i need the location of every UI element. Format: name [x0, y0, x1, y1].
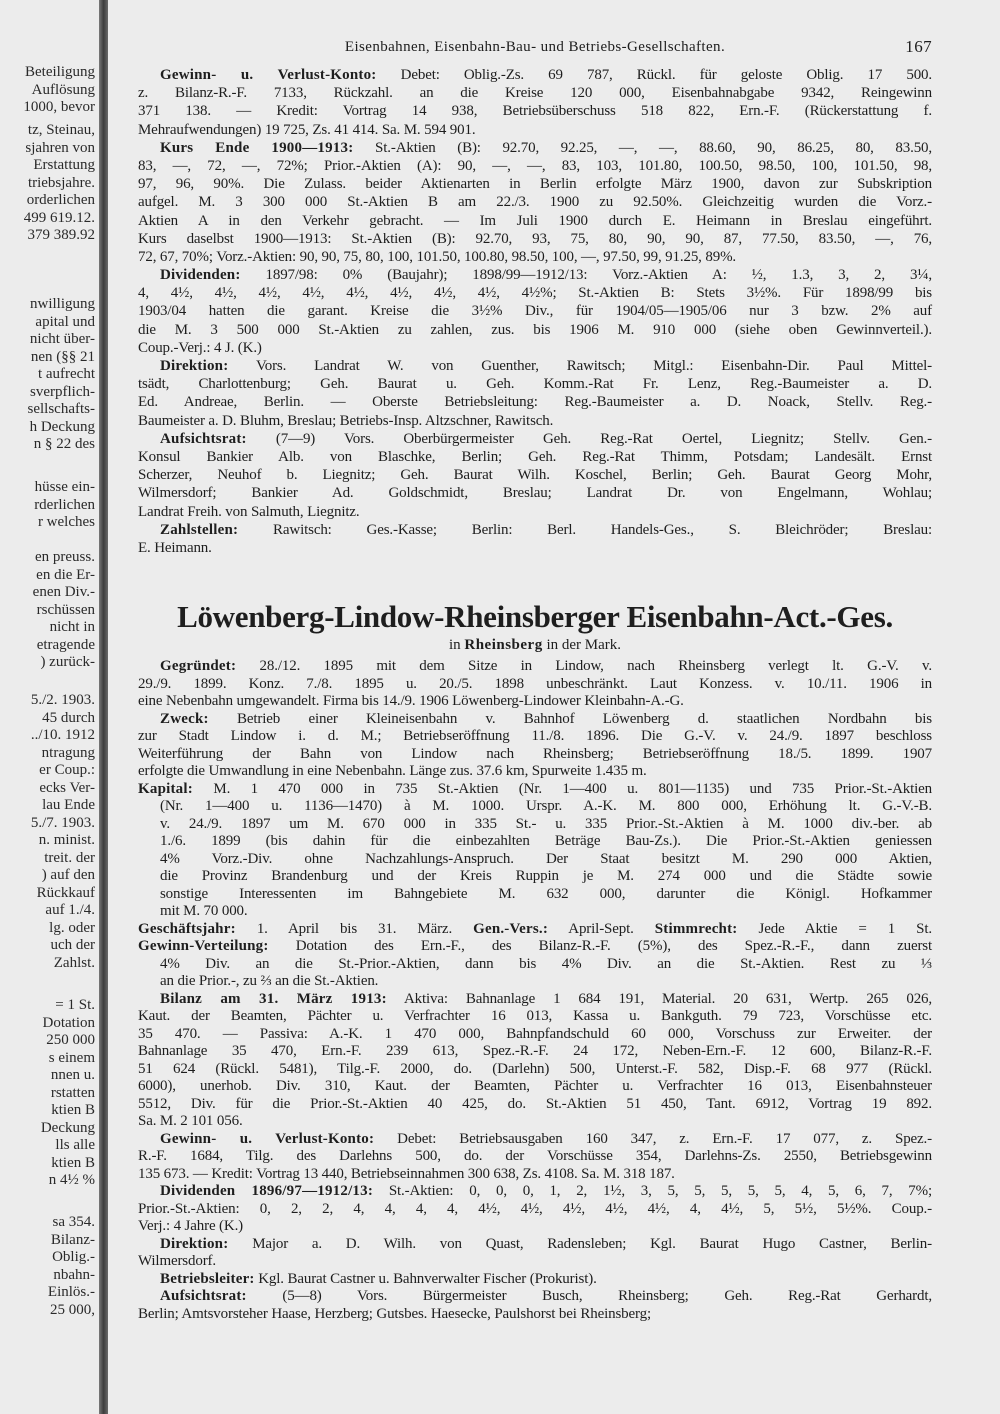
fragment-line: er Coup.: — [39, 762, 95, 778]
text-run: E. Heimann. — [138, 539, 212, 556]
running-title: Eisenbahnen, Eisenbahn-Bau- und Betriebs-Gesellschaften. — [344, 39, 726, 55]
fragment-line: 5./7. 1903. — [30, 814, 95, 831]
text-run: 6000), unerhob. Div. 310, Kaut. der Beamten, Pächter u. Verfrachter 16 013, Eisenbahnsteuer — [138, 1078, 932, 1094]
text-line — [138, 157, 932, 175]
text-run: Debet: Oblig.-Zs. 69 787, Rückl. für geloste Oblig. 17 500. — [376, 67, 933, 83]
fragment-line: nnen u. — [50, 1067, 95, 1083]
text-run: Weiterführung der Bahn von Lindow nach Rheinsberg; Betriebseröffnung 18./5. 1899. 1907 — [138, 745, 932, 762]
text-run: (7—9) Vors. Oberbürgermeister Geh. Reg.-Rat Oertel, Liegnitz; Stellv. Gen.- — [246, 430, 932, 447]
text-line — [138, 121, 932, 139]
text-run: zur Stadt Lindow i. d. M.; Betriebseröffnung 11./8. 1896. Die G.-V. v. 24./9. 1897 beschloss — [138, 728, 932, 744]
text-run: an die Prior.-, zu ⅔ an die St.-Aktien. — [160, 973, 379, 989]
text-line — [138, 1253, 932, 1271]
text-run: (5—8) Vors. Bürgermeister Busch, Rheinsberg; Geh. Reg.-Rat Gerhardt, — [246, 1288, 932, 1304]
fragment-group — [0, 296, 95, 454]
text-run: 29./9. 1899. Konz. 7./8. 1895 u. 20./5. 1898 unbeschränkt. Laut Konzess. v. 10./11. 1906 in — [138, 675, 932, 692]
text-line — [138, 921, 932, 939]
fragment-group — [0, 64, 95, 117]
text-run: R.-F. 1684, Tilg. des Darlehns 500, do. der Vorschüsse 354, Darlehns-Zs. 2550, Betriebsgewinn — [138, 1148, 932, 1164]
fragment-line: ntragung — [41, 744, 95, 761]
text-run: Mehraufwendungen) 19 725, Zs. 41 414. Sa. M. 594 901. — [138, 121, 476, 138]
fragment-line: Zahlst. — [53, 954, 95, 971]
section-label: Dividenden: — [160, 267, 241, 284]
running-header — [138, 36, 932, 58]
fragment-line: apital und — [35, 313, 95, 330]
paragraph — [138, 991, 932, 1131]
fragment-line: s einem — [48, 1049, 95, 1066]
text-run: 1903/04 hatten die garant. Kreise die 3½% Div., für 1904/05—1905/06 nur 3 bzw. 2% auf — [138, 303, 932, 320]
company-entry — [138, 658, 932, 1323]
text-line — [138, 302, 932, 320]
fragment-group — [0, 1214, 95, 1319]
text-line — [138, 1166, 932, 1184]
fragment-group — [0, 479, 95, 532]
text-run: April-Sept. — [548, 920, 655, 937]
paragraph — [138, 1131, 932, 1184]
text-run: Vors. Landrat W. von Guenther, Rawitsch; Mitgl.: Eisenbahn-Dir. Paul Mittel- — [228, 358, 932, 374]
company-title: Löwenberg-Lindow-Rheinsberger Eisenbahn-Act.-Ges. — [177, 599, 893, 634]
text-run: 35 470. — Passiva: A.-K. 1 470 000, Bahnpfandschuld 60 000, Vorschuss zur Erweiter. der — [138, 1025, 932, 1042]
text-line — [138, 1236, 932, 1254]
text-run: Kgl. Baurat Castner u. Bahnverwalter Fischer (Prokurist). — [254, 1270, 597, 1287]
fragment-line: Oblig.- — [52, 1249, 95, 1265]
fragment-line: 5./2. 1903. — [30, 692, 95, 708]
text-run: Debet: Betriebsausgaben 160 347, z. Ern.-F. 17 077, z. Spez.- — [374, 1130, 932, 1147]
text-run: 4% Div. an die St.-Prior.-Aktien, dann bis 4% Div. an die St.-Aktien. Rest zu ⅓ — [160, 955, 932, 972]
text-line — [138, 1078, 932, 1096]
text-run: eine Nebenbahn umgewandelt. Firma bis 14./9. 1906 Löwenberg-Lindower Kleinbahn-A.-G. — [138, 693, 684, 709]
text-line — [138, 466, 932, 484]
text-line — [138, 991, 932, 1009]
section-label: Gen.-Vers.: — [473, 920, 549, 937]
fragment-line: rschüssen — [36, 601, 95, 618]
text-run: M. 1 470 000 in 735 St.-Aktien (Nr. 1—400 u. 801—1135) und 735 Prior.-St.-Aktien — [192, 780, 932, 797]
fragment-line: auf 1./4. — [45, 902, 95, 918]
fragment-line: ) auf den — [41, 867, 95, 883]
fragment-line: Deckung — [40, 1119, 95, 1136]
text-line — [138, 84, 932, 102]
text-run: 5512, Div. für die Prior.-St.-Aktien 40 425, do. St.-Aktien 51 450, Tant. 6912, Vortrag 19 892. — [138, 1095, 932, 1112]
text-run: Landrat Freih. von Salmuth, Liegnitz. — [138, 503, 360, 520]
text-line — [138, 973, 932, 991]
text-line — [138, 816, 932, 834]
text-line — [138, 728, 932, 746]
section-label: Zweck: — [160, 710, 209, 727]
text-run: Baumeister a. D. Bluhm, Breslau; Betriebs-Insp. Altzschner, Rawitsch. — [138, 412, 554, 429]
text-line — [138, 781, 932, 799]
fragment-group — [0, 997, 95, 1190]
paragraph — [138, 1183, 932, 1236]
text-line — [138, 284, 932, 302]
text-run: Rawitsch: Ges.-Kasse; Berlin: Berl. Handels-Ges., S. Bleichröder; Breslau: — [238, 521, 932, 538]
text-line — [138, 1131, 932, 1149]
fragment-line: 499 619.12. — [23, 209, 95, 226]
fragment-line: Dotation — [42, 1014, 95, 1031]
text-run: die M. 3 500 000 St.-Aktien zu zahlen, zus. bis 1906 M. 910 000 (siehe oben Gewinnverteil.). — [138, 321, 932, 338]
text-run: Ed. Andreae, Berlin. — Oberste Betriebsleitung: Reg.-Baumeister a. D. Noack, Stellv. Reg.- — [138, 394, 932, 411]
text-line — [138, 212, 932, 230]
text-line — [138, 658, 932, 676]
text-line — [138, 375, 932, 393]
text-run: 4, 4½, 4½, 4½, 4½, 4½, 4½, 4½, 4½, 4½%; St.-Aktien B: Stets 3½%. Für 1898/99 bis — [138, 285, 932, 302]
fragment-line: en preuss. — [35, 549, 95, 565]
fragment-line: lls alle — [55, 1137, 95, 1153]
paragraph — [138, 266, 932, 357]
seat-prefix: in — [448, 637, 465, 653]
text-line — [138, 266, 932, 284]
section-label: Gewinn- u. Verlust-Konto: — [160, 67, 377, 83]
section-label: Zahlstellen: — [160, 521, 239, 538]
fragment-line: lg. oder — [49, 919, 95, 936]
fragment-line: nen (§§ 21 — [30, 348, 95, 365]
text-run: 28./12. 1895 mit dem Sitze in Lindow, nach Rheinsberg verlegt lt. G.-V. v. — [236, 658, 932, 674]
text-run: 1. April bis 31. März. — [235, 920, 474, 937]
fragment-line: lau Ende — [42, 797, 95, 813]
text-run: sonstige Interessenten im Bahngebiete M. 632 000, darunter die Königl. Hofkammer — [160, 885, 932, 902]
fragment-line: uch der — [50, 937, 95, 953]
text-line — [138, 1306, 932, 1324]
text-run: Coup.-Verj.: 4 J. (K.) — [138, 339, 262, 356]
text-line — [138, 763, 932, 781]
fragment-line: ) zurück- — [40, 654, 95, 670]
paragraph — [138, 658, 932, 711]
text-line — [138, 521, 932, 539]
fragment-line: sa 354. — [52, 1214, 95, 1230]
text-run: aufgel. M. 3 300 000 St.-Aktien B am 22./3. 1900 zu 92.50%. Gleichzeitig wurden die Vorz.- — [138, 194, 932, 211]
text-line — [138, 66, 932, 84]
fragment-line: r welches — [37, 514, 95, 530]
fragment-line: nicht in — [49, 619, 95, 635]
text-run: Konsul Bankier Alb. von Blaschke, Berlin; Geh. Reg.-Rat Thimm, Potsdam; Landesält. Ernst — [138, 448, 932, 465]
text-line — [138, 193, 932, 211]
text-line — [138, 833, 932, 851]
text-line — [138, 339, 932, 357]
fragment-line: Einlös.- — [47, 1284, 95, 1300]
page-gutter-shadow — [99, 0, 108, 1414]
fragment-line: ../10. 1912 — [30, 727, 95, 743]
fragment-line: enen Div.- — [32, 584, 95, 600]
text-run: 1./6. 1899 (bis dahin für die einbezahlten Beträge Bau-Zs.). Die Prior.-St.-Aktien geniessen — [160, 833, 932, 849]
fragment-line: 250 000 — [46, 1032, 95, 1048]
section-label: Betriebsleiter: — [160, 1270, 255, 1287]
text-run: z. Bilanz-R.-F. 7133, Rückzahl. an die Kreise 120 000, Eisenbahnabgabe 9342, Reingewinn — [138, 85, 932, 102]
text-line — [138, 448, 932, 466]
text-line — [138, 248, 932, 266]
text-run: Bahnanlage 35 470, Ern.-F. 239 613, Spez.-R.-F. 24 172, Neben-Ern.-F. 12 600, Bilanz-R.-F. — [138, 1043, 932, 1059]
fragment-line: ecks Ver- — [39, 779, 95, 796]
fragment-line: Auflösung — [31, 81, 95, 98]
fragment-line: orderlichen — [26, 192, 95, 208]
text-line — [138, 1271, 932, 1289]
text-run: Prior.-St.-Aktien: 0, 2, 2, 4, 4, 4, 4, 4½, 4½, 4½, 4½, 4½, 4, 4½, 5, 5½, 5½%. Coup.- — [138, 1200, 932, 1217]
fragment-line: n § 22 des — [33, 436, 95, 452]
section-label: Gegründet: — [160, 658, 237, 674]
text-line — [138, 503, 932, 521]
section-label: Direktion: — [160, 1235, 229, 1252]
text-run: St.-Aktien (B): 92.70, 92.25, —, —, 88.60, 90, 86.25, 80, 83.50, — [353, 139, 932, 156]
text-run: v. 24./9. 1897 um M. 670 000 in 335 St.- u. 335 Prior.-St.-Aktien à M. 1000 div.-ber. ab — [160, 815, 932, 832]
text-run: mit M. 70 000. — [160, 903, 248, 919]
text-line — [138, 1148, 932, 1166]
fragment-line: tz, Steinau, — [27, 122, 95, 138]
text-run: Aktien A in den Verkehr gebracht. — Im Juli 1900 durch E. Heimann in Breslau eingeführt. — [138, 212, 932, 229]
fragment-group — [0, 549, 95, 672]
text-run: 72, 67, 70%; Vorz.-Aktien: 90, 90, 75, 80, 100, 101.50, 100.80, 98.50, 100, —, 97.50, 99, 91.25, 89%. — [138, 248, 737, 265]
text-run: Kaut. der Beamten, Pächter u. Verfrachter 16 013, Kassa u. Bankguth. 79 723, Vorschüsse etc. — [138, 1008, 932, 1024]
text-line — [138, 102, 932, 120]
text-run: Wilmersdorf. — [138, 1253, 216, 1269]
fragment-line: Erstattung — [33, 157, 95, 173]
fragment-group — [0, 122, 95, 245]
fragment-line: treit. der — [44, 849, 95, 866]
text-line — [138, 676, 932, 694]
text-run: Sa. M. 2 101 056. — [138, 1113, 243, 1129]
fragment-line: n 4½ % — [48, 1172, 95, 1188]
text-line — [138, 1008, 932, 1026]
section-label: Aufsichtsrat: — [160, 430, 247, 447]
paragraph — [138, 921, 932, 939]
section-label: Gewinn-Verteilung: — [138, 938, 269, 954]
text-run: St.-Aktien: 0, 0, 0, 1, 2, 1½, 3, 5, 5, 5, 5, 5, 4, 5, 6, 7, 7%; — [373, 1183, 932, 1199]
fragment-line: sellschafts- — [27, 401, 95, 417]
text-line — [138, 1061, 932, 1079]
fragment-line: rderlichen — [34, 496, 95, 513]
section-label: Kurs Ende 1900—1913: — [160, 139, 354, 156]
fragment-line: 379 389.92 — [27, 227, 95, 243]
text-line — [138, 539, 932, 557]
text-line — [138, 230, 932, 248]
fragment-line: h Deckung — [29, 418, 95, 435]
text-line — [138, 1288, 932, 1306]
text-run: Dotation des Ern.-F., des Bilanz-R.-F. (5%), des Spez.-R.-F., dann zuerst — [268, 938, 932, 954]
text-line — [138, 938, 932, 956]
section-label: Gewinn- u. Verlust-Konto: — [160, 1130, 375, 1147]
text-line — [138, 1043, 932, 1061]
text-line — [138, 711, 932, 729]
text-line — [138, 175, 932, 193]
text-run: Scherzer, Neuhof b. Liegnitz; Geh. Baurat Wilh. Koschel, Berlin; Geh. Baurat Georg Mohr, — [138, 467, 932, 484]
section-label: Geschäftsjahr: — [138, 920, 236, 937]
fragment-line: hüsse ein- — [34, 479, 95, 495]
paragraph — [138, 139, 932, 266]
text-line — [138, 1183, 932, 1201]
paragraph — [138, 430, 932, 521]
text-run: Aktiva: Bahnanlage 1 684 191, Material. 20 631, Wertp. 265 026, — [386, 990, 932, 1007]
text-line — [138, 321, 932, 339]
fragment-line: n. minist. — [38, 832, 95, 848]
text-run: 51 624 (Rückl. 5481), Tilg.-F. 2000, do. (Darlehn) 500, Unterst.-F. 582, Disp.-F. 68 977 (Rückl. — [138, 1060, 932, 1077]
seat-suffix: in der Mark. — [542, 637, 622, 653]
paragraph — [138, 357, 932, 430]
paragraph — [138, 66, 932, 139]
section-label: Kapital: — [138, 780, 193, 797]
text-line — [138, 868, 932, 886]
text-run: 135 673. — Kredit: Vortrag 13 440, Betriebseinnahmen 300 638, Zs. 4108. Sa. M. 318 187. — [138, 1165, 675, 1182]
section-label: Bilanz am 31. März 1913: — [160, 990, 387, 1007]
fragment-line: 1000, bevor — [23, 99, 95, 115]
text-run: erfolgte die Umwandlung in eine Nebenbahn. Länge zus. 37.6 km, Spurweite 1.435 m. — [138, 763, 647, 779]
paragraph — [138, 1236, 932, 1271]
text-run: Berlin; Amtsvorsteher Haase, Herzberg; Gutsbes. Haesecke, Paulshorst bei Rheinsberg; — [138, 1305, 651, 1322]
fragment-line: Bilanz- — [50, 1231, 95, 1248]
text-run: Verj.: 4 Jahre (K.) — [138, 1218, 244, 1234]
text-line — [138, 956, 932, 974]
fragment-line: etragende — [36, 636, 95, 653]
section-label: Dividenden 1896/97—1912/13: — [160, 1183, 374, 1199]
fragment-line: sverpflich- — [30, 383, 95, 400]
text-run: die Provinz Brandenburg und der Kreis Ruppin je M. 274 000 und die Städte sowie — [160, 868, 932, 884]
text-line — [138, 1218, 932, 1236]
text-run: tsädt, Charlottenburg; Geh. Baurat u. Geh. Komm.-Rat Fr. Lenz, Reg.-Baumeister a. D. — [138, 376, 932, 393]
text-run: Wilmersdorf; Bankier Ad. Goldschmidt, Breslau; Landrat Dr. von Engelmann, Wohlau; — [138, 485, 932, 502]
text-run: Betrieb einer Kleineisenbahn v. Bahnhof Löwenberg d. staatlichen Nordbahn bis — [208, 710, 932, 727]
text-line — [138, 1113, 932, 1131]
fragment-line: nbahn- — [53, 1266, 95, 1283]
text-line — [138, 903, 932, 921]
paragraph — [138, 711, 932, 781]
text-line — [138, 393, 932, 411]
text-line — [138, 746, 932, 764]
text-run: 83, —, 72, —, 72%; Prior.-Aktien (A): 90, —, —, 83, 103, 101.80, 100.50, 98.50, 100, 101.50, 98, — [138, 157, 932, 174]
text-run: 97, 96, 90%. Die Zulass. beider Aktienarten in Berlin erfolgte März 1900, davon zur Subskription — [138, 176, 932, 193]
fragment-line: t aufrecht — [37, 366, 95, 382]
seat-city: Rheinsberg — [464, 637, 543, 653]
fragment-line: ktien B — [51, 1102, 95, 1118]
fragment-line: = 1 St. — [55, 997, 95, 1013]
fragment-line: en die Er- — [36, 566, 95, 583]
fragment-line: rstatten — [50, 1084, 95, 1101]
text-line — [138, 693, 932, 711]
text-run: Kurs daselbst 1900—1913: St.-Aktien (B): 92.70, 93, 75, 80, 90, 90, 87, 77.50, 83.50, —, 76, — [138, 230, 932, 247]
text-run: 4% Vorz.-Div. ohne Nachzahlungs-Anspruch. Der Staat besitzt M. 290 000 Aktien, — [160, 850, 932, 867]
section-label: Stimmrecht: — [654, 920, 738, 937]
fragment-line: Rückkauf — [36, 884, 95, 901]
fragment-line: triebsjahre. — [27, 174, 95, 191]
text-run: Jede Aktie = 1 St. — [737, 920, 932, 937]
text-line — [138, 1096, 932, 1114]
fragment-line: sjahren von — [25, 139, 95, 156]
fragment-group — [0, 692, 95, 972]
section-label: Direktion: — [160, 358, 229, 374]
fragment-line: 45 durch — [42, 709, 95, 726]
fragment-line: 25 000, — [50, 1301, 95, 1318]
paragraph — [138, 1271, 932, 1289]
text-line — [138, 484, 932, 502]
paragraph — [138, 938, 932, 991]
text-line — [138, 851, 932, 869]
text-run: 371 138. — Kredit: Vortrag 14 938, Betriebsüberschuss 518 822, Ern.-F. (Rückerstattung f. — [138, 103, 932, 120]
fragment-line: Beteiligung — [25, 64, 95, 80]
paragraph — [138, 1288, 932, 1323]
text-run: Major a. D. Wilh. von Quast, Radensleben; Kgl. Baurat Hugo Castner, Berlin- — [228, 1235, 932, 1252]
text-line — [138, 139, 932, 157]
page-number: 167 — [905, 37, 932, 56]
text-line — [138, 886, 932, 904]
paragraph — [138, 781, 932, 921]
text-line — [138, 412, 932, 430]
paragraph — [138, 521, 932, 557]
text-run: 1897/98: 0% (Baujahr); 1898/99—1912/13: Vorz.-Aktien A: ½, 1.3, 3, 2, 3¼, — [240, 267, 932, 284]
text-line — [138, 1201, 932, 1219]
fragment-line: nwilligung — [29, 296, 95, 312]
text-line — [138, 357, 932, 375]
text-line — [138, 430, 932, 448]
fragment-line: nicht über- — [29, 331, 95, 347]
previous-company-entry — [138, 66, 932, 557]
company-seat — [138, 636, 932, 654]
text-line — [138, 1026, 932, 1044]
section-label: Aufsichtsrat: — [160, 1288, 247, 1304]
text-run: (Nr. 1—400 u. 1136—1470) à M. 1000. Urspr. A.-K. M. 800 000, Erhöhung lt. G.-V.-B. — [160, 798, 932, 814]
text-line — [138, 798, 932, 816]
fragment-line: ktien B — [51, 1154, 95, 1171]
